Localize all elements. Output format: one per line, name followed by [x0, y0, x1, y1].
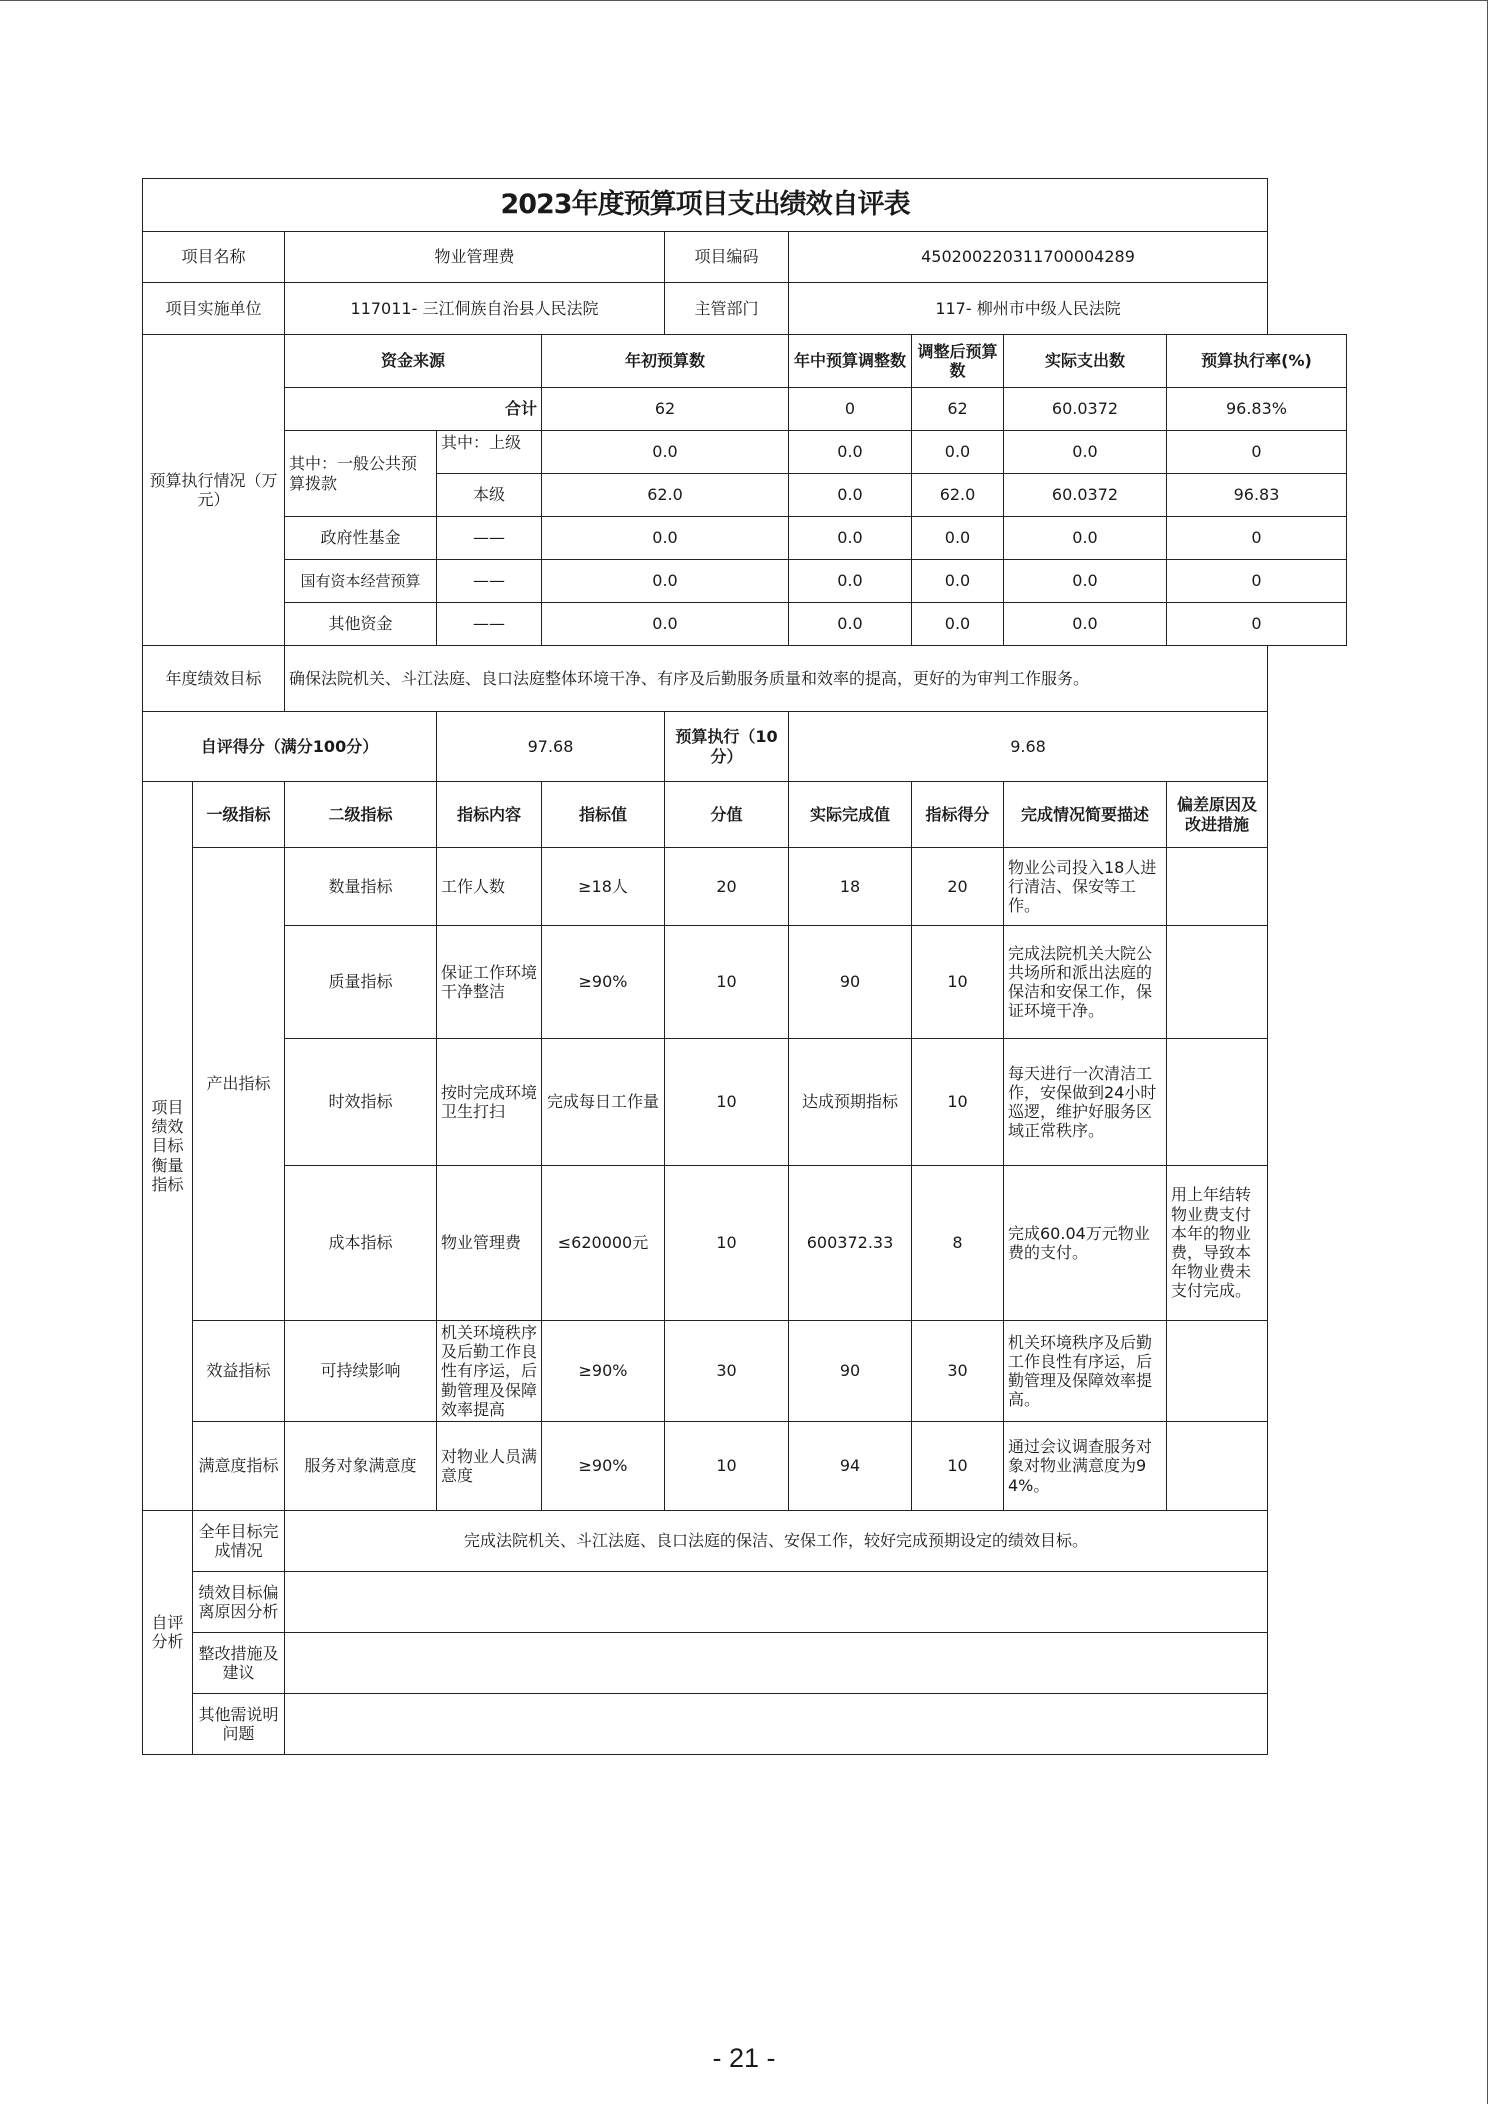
indicator-actual: 达成预期指标: [789, 1039, 912, 1166]
self-score-label: 自评得分（满分100分）: [143, 712, 437, 782]
indicator-deviation: [1167, 1321, 1268, 1422]
project-code-label: 项目编码: [665, 232, 789, 283]
state-capital-rate: 0: [1167, 560, 1347, 603]
analysis-text: 完成法院机关、斗江法庭、良口法庭的保洁、安保工作，较好完成预期设定的绩效目标。: [285, 1510, 1268, 1571]
other-fund-rate: 0: [1167, 603, 1347, 646]
header-actual-value: 实际完成值: [789, 782, 912, 848]
indicator-description: 机关环境秩序及后勤工作良性有序运，后勤管理及保障效率提高。: [1004, 1321, 1167, 1422]
other-fund-adjust: 0.0: [789, 603, 912, 646]
header-indicator-score: 指标得分: [912, 782, 1004, 848]
table-row: [143, 926, 1347, 1039]
other-fund-actual: 0.0: [1004, 603, 1167, 646]
other-fund-label: 其他资金: [285, 603, 437, 646]
header-fund-source: 资金来源: [285, 335, 542, 388]
self-score-value: 97.68: [437, 712, 665, 782]
analysis-text: [285, 1693, 1268, 1754]
indicator-description: 每天进行一次清洁工作，安保做到24小时巡逻，维护好服务区域正常秩序。: [1004, 1039, 1167, 1166]
total-label: 合计: [285, 388, 542, 431]
page-number: - 21 -: [712, 2043, 776, 2073]
analysis-label: 全年目标完成情况: [193, 1510, 285, 1571]
analysis-row: [143, 1693, 1347, 1754]
indicator-deviation: [1167, 1421, 1268, 1510]
indicator-weight: 30: [665, 1321, 789, 1422]
budget-exec-score-label: 预算执行（10分）: [665, 712, 789, 782]
indicator-weight: 10: [665, 926, 789, 1039]
gov-fund-adjust: 0.0: [789, 517, 912, 560]
unit-value: 117011- 三江侗族自治县人民法院: [285, 283, 665, 335]
upper-initial: 0.0: [542, 431, 789, 474]
indicator-deviation: [1167, 848, 1268, 926]
indicator-actual: 90: [789, 1321, 912, 1422]
header-level2: 二级指标: [285, 782, 437, 848]
local-level-label: 本级: [437, 474, 542, 517]
header-level1: 一级指标: [193, 782, 285, 848]
table-row: [143, 1321, 1347, 1422]
local-after: 62.0: [912, 474, 1004, 517]
level2-indicator: 服务对象满意度: [285, 1421, 437, 1510]
local-initial: 62.0: [542, 474, 789, 517]
indicator-weight: 10: [665, 1039, 789, 1166]
indicator-description: 通过会议调查服务对象对物业满意度为94%。: [1004, 1421, 1167, 1510]
project-name-label: 项目名称: [143, 232, 285, 283]
indicator-score: 8: [912, 1166, 1004, 1321]
indicator-actual: 90: [789, 926, 912, 1039]
indicator-score: 10: [912, 1421, 1004, 1510]
state-capital-initial: 0.0: [542, 560, 789, 603]
indicator-weight: 10: [665, 1421, 789, 1510]
header-adjusted-budget: 调整后预算数: [912, 335, 1004, 388]
dept-label: 主管部门: [665, 283, 789, 335]
upper-level-label: 其中：上级: [437, 431, 542, 474]
indicator-weight: 10: [665, 1166, 789, 1321]
analysis-label: 绩效目标偏离原因分析: [193, 1571, 285, 1632]
indicator-target: ≥90%: [542, 1421, 665, 1510]
level2-indicator: 可持续影响: [285, 1321, 437, 1422]
table-row: [143, 1166, 1347, 1321]
indicator-actual: 600372.33: [789, 1166, 912, 1321]
total-initial: 62: [542, 388, 789, 431]
indicator-description: 物业公司投入18人进行清洁、保安等工作。: [1004, 848, 1167, 926]
upper-actual: 0.0: [1004, 431, 1167, 474]
level2-indicator: 时效指标: [285, 1039, 437, 1166]
header-target: 指标值: [542, 782, 665, 848]
state-capital-label: 国有资本经营预算: [285, 560, 437, 603]
indicator-score: 10: [912, 926, 1004, 1039]
output-indicator-label: 产出指标: [193, 848, 285, 1321]
local-adjust: 0.0: [789, 474, 912, 517]
local-actual: 60.0372: [1004, 474, 1167, 517]
indicator-content: 机关环境秩序及后勤工作良性有序运，后勤管理及保障效率提高: [437, 1321, 542, 1422]
state-capital-after: 0.0: [912, 560, 1004, 603]
header-deviation: 偏差原因及改进措施: [1167, 782, 1268, 848]
header-adjustment: 年中预算调整数: [789, 335, 912, 388]
indicator-actual: 94: [789, 1421, 912, 1510]
state-capital-adjust: 0.0: [789, 560, 912, 603]
header-exec-rate: 预算执行率(%): [1167, 335, 1347, 388]
indicator-target: 完成每日工作量: [542, 1039, 665, 1166]
page-edge-top: [0, 0, 1488, 1]
gov-fund-label: 政府性基金: [285, 517, 437, 560]
indicator-deviation: [1167, 926, 1268, 1039]
indicator-section-label: 项目绩效目标衡量指标: [143, 782, 193, 1511]
general-budget-label: 其中：一般公共预算拨款: [285, 431, 437, 517]
upper-rate: 0: [1167, 431, 1347, 474]
other-fund-initial: 0.0: [542, 603, 789, 646]
level2-indicator: 数量指标: [285, 848, 437, 926]
gov-fund-actual: 0.0: [1004, 517, 1167, 560]
performance-evaluation-table: [142, 178, 1347, 1755]
unit-label: 项目实施单位: [143, 283, 285, 335]
indicator-score: 30: [912, 1321, 1004, 1422]
benefit-indicator-label: 效益指标: [193, 1321, 285, 1422]
indicator-target: ≥90%: [542, 926, 665, 1039]
state-capital-actual: 0.0: [1004, 560, 1167, 603]
table-title: 2023年度预算项目支出绩效自评表: [143, 179, 1268, 232]
indicator-score: 20: [912, 848, 1004, 926]
annual-goal-text: 确保法院机关、斗江法庭、良口法庭整体环境干净、有序及后勤服务质量和效率的提高，更好的为审判工作服务。: [285, 646, 1268, 712]
satisfaction-indicator-label: 满意度指标: [193, 1421, 285, 1510]
dept-value: 117- 柳州市中级人民法院: [789, 283, 1268, 335]
indicator-content: 保证工作环境干净整洁: [437, 926, 542, 1039]
indicator-description: 完成法院机关大院公共场所和派出法庭的保洁和安保工作，保证环境干净。: [1004, 926, 1167, 1039]
indicator-weight: 20: [665, 848, 789, 926]
analysis-row: [143, 1571, 1347, 1632]
analysis-label: 其他需说明问题: [193, 1693, 285, 1754]
indicator-content: 物业管理费: [437, 1166, 542, 1321]
table-row: [143, 848, 1347, 926]
header-weight: 分值: [665, 782, 789, 848]
analysis-row: [143, 1632, 1347, 1693]
gov-fund-rate: 0: [1167, 517, 1347, 560]
header-content: 指标内容: [437, 782, 542, 848]
analysis-section-label: 自评分析: [143, 1510, 193, 1754]
indicator-target: ≥18人: [542, 848, 665, 926]
table-row: [143, 1421, 1347, 1510]
indicator-description: 完成60.04万元物业费的支付。: [1004, 1166, 1167, 1321]
other-fund-dash: ——: [437, 603, 542, 646]
analysis-label: 整改措施及建议: [193, 1632, 285, 1693]
total-adjust: 0: [789, 388, 912, 431]
gov-fund-dash: ——: [437, 517, 542, 560]
indicator-target: ≤620000元: [542, 1166, 665, 1321]
table-row: [143, 1039, 1347, 1166]
total-actual: 60.0372: [1004, 388, 1167, 431]
level2-indicator: 成本指标: [285, 1166, 437, 1321]
indicator-content: 对物业人员满意度: [437, 1421, 542, 1510]
gov-fund-after: 0.0: [912, 517, 1004, 560]
indicator-actual: 18: [789, 848, 912, 926]
local-rate: 96.83: [1167, 474, 1347, 517]
other-fund-after: 0.0: [912, 603, 1004, 646]
header-initial-budget: 年初预算数: [542, 335, 789, 388]
analysis-text: [285, 1632, 1268, 1693]
project-code-value: 450200220311700004289: [789, 232, 1268, 283]
annual-goal-label: 年度绩效目标: [143, 646, 285, 712]
indicator-deviation: 用上年结转物业费支付本年的物业费，导致本年物业费未支付完成。: [1167, 1166, 1268, 1321]
total-after: 62: [912, 388, 1004, 431]
header-description: 完成情况简要描述: [1004, 782, 1167, 848]
gov-fund-initial: 0.0: [542, 517, 789, 560]
indicator-content: 工作人数: [437, 848, 542, 926]
indicator-deviation: [1167, 1039, 1268, 1166]
budget-section-label: 预算执行情况（万元）: [143, 335, 285, 646]
total-rate: 96.83%: [1167, 388, 1347, 431]
indicator-content: 按时完成环境卫生打扫: [437, 1039, 542, 1166]
upper-adjust: 0.0: [789, 431, 912, 474]
indicator-target: ≥90%: [542, 1321, 665, 1422]
project-name-value: 物业管理费: [285, 232, 665, 283]
level2-indicator: 质量指标: [285, 926, 437, 1039]
header-actual-spend: 实际支出数: [1004, 335, 1167, 388]
indicator-score: 10: [912, 1039, 1004, 1166]
analysis-row: [143, 1510, 1347, 1571]
upper-after: 0.0: [912, 431, 1004, 474]
analysis-text: [285, 1571, 1268, 1632]
state-capital-dash: ——: [437, 560, 542, 603]
budget-exec-score-value: 9.68: [789, 712, 1268, 782]
